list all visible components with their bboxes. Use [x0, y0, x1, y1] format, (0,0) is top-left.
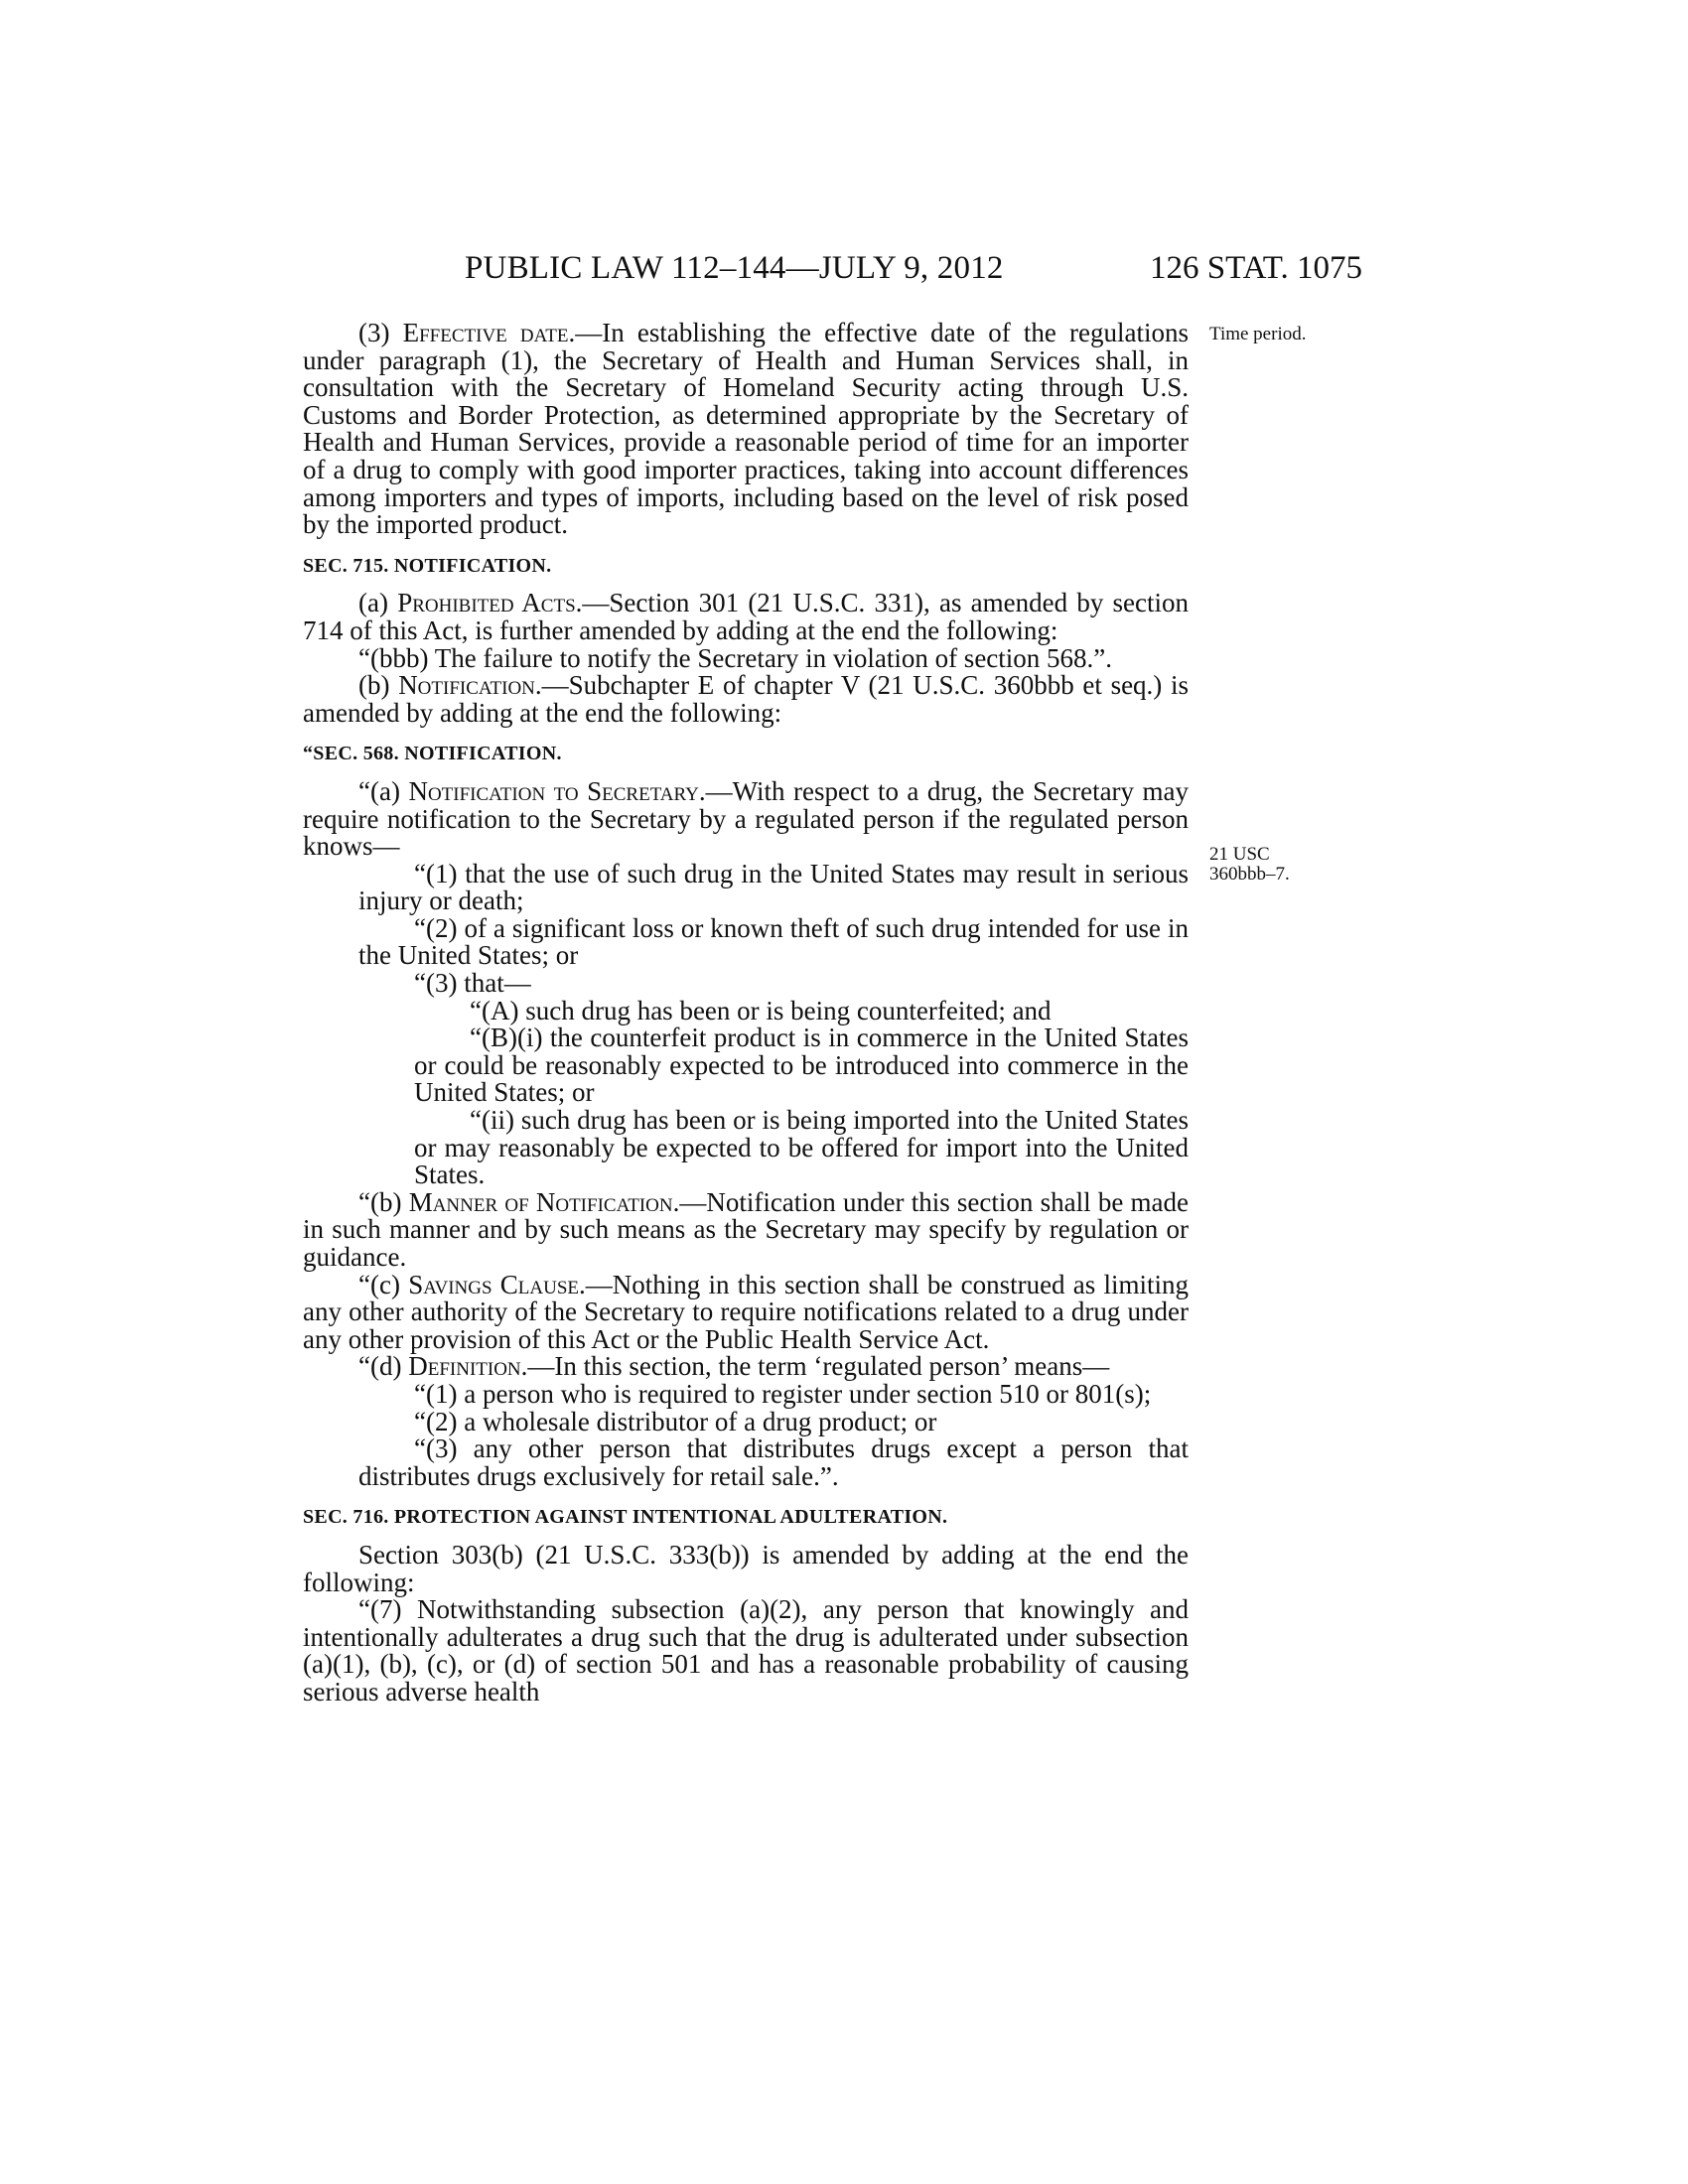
margin-note-usc-citation — [1209, 845, 1290, 885]
paragraph-text: .—In establishing the effective date of the regulations under paragraph (1), the Secretary of Health and Human Services shall, in consultation with the Secretary of Homeland Security acting through U.S. Customs and Border Protection, as determined appropriate by the Secretary of Health and Human Services, provide a reasonable period of time for an importer of a drug to comply with good importer practices, taking into account differences among importers and types of imports, including based on the level of risk posed by the imported product. — [303, 318, 1189, 540]
paragraph-568-a — [303, 775, 1190, 862]
paragraph-heading: Manner of Notification — [408, 1186, 673, 1217]
paragraph-notification — [303, 672, 1189, 727]
paragraph-716-7: “(7) Notwithstanding subsection (a)(2), any person that knowingly and intentionally adulterates a drug such that the drug is adulterated under subsection (a)(1), (b), (c), or (d) of section 501 and has a reasonable probability of causing serious adverse health — [303, 1594, 1189, 1706]
paragraph-heading: Notification — [398, 670, 535, 701]
paragraph-heading: Savings Clause — [408, 1269, 579, 1299]
paragraph-568-a-3-B-ii: “(ii) such drug has been or is being imported into the United States or may reasonably be expected to be offered for import into the United States. — [414, 1105, 1189, 1190]
document-body — [303, 320, 1189, 1706]
paragraph-heading: Notification to Secretary — [408, 775, 699, 806]
paragraph-568-c — [303, 1269, 1190, 1354]
paragraph-568-d-1: “(1) a person who is required to register under section 510 or 801(s); — [414, 1378, 1152, 1409]
paragraph-716-intro: Section 303(b) (21 U.S.C. 333(b)) is amended by adding at the end the following: — [303, 1539, 1189, 1597]
paragraph-heading: Effective date — [402, 318, 569, 347]
paragraph-label: (a) — [358, 588, 398, 618]
paragraph-568-a-2: “(2) of a significant loss or known theft of such drug intended for use in the United States; or — [358, 912, 1189, 971]
paragraph-568-d — [303, 1353, 1189, 1381]
margin-note-usc-line2: 360bbb–7. — [1209, 864, 1290, 885]
paragraph-heading: Prohibited Acts — [397, 588, 576, 618]
paragraph-effective-date — [303, 320, 1189, 539]
paragraph-text: .—Section 301 (21 U.S.C. 331), as amended by section 714 of this Act, is further amended by adding at the end the following: — [303, 588, 1190, 645]
paragraph-568-b — [303, 1186, 1189, 1272]
paragraph-label: “(b) — [358, 1186, 409, 1217]
section-568-heading: “SEC. 568. NOTIFICATION. — [303, 743, 562, 765]
paragraph-568-a-1: “(1) that the use of such drug in the United States may result in serious injury or death; — [358, 858, 1189, 916]
paragraph-label: “(a) — [358, 775, 409, 806]
paragraph-text: .—Notification under this section shall be made in such manner and by such means as the Secretary may specify by regulation or guidance. — [303, 1186, 1189, 1272]
margin-note-time-period: Time period. — [1209, 324, 1307, 344]
paragraph-heading: Definition — [408, 1351, 521, 1382]
paragraph-text: .—Nothing in this section shall be construed as limiting any other authority of the Secretary to require notifications related to a drug under any other provision of this Act or the Public Health Service Act. — [303, 1269, 1190, 1354]
running-header-title: PUBLIC LAW 112–144—JULY 9, 2012 — [465, 250, 1004, 286]
paragraph-568-a-3-B-i: “(B)(i) the counterfeit product is in commerce in the United States or could be reasonably expected to be introduced into commerce in the United States; or — [414, 1023, 1189, 1108]
paragraph-bbb: “(bbb) The failure to notify the Secretary in violation of section 568.”. — [358, 642, 1113, 673]
paragraph-text: .—Subchapter E of chapter V (21 U.S.C. 360bbb et seq.) is amended by adding at the end the following: — [303, 670, 1190, 728]
paragraph-text: .—In this section, the term ‘regulated person’ means— — [520, 1351, 1110, 1382]
margin-note-usc-line1: 21 USC — [1209, 844, 1270, 865]
paragraph-text: .—With respect to a drug, the Secretary may require notification to the Secretary by a regulated person if the regulated person knows— — [303, 775, 1190, 862]
paragraph-568-a-3-A: “(A) such drug has been or is being counterfeited; and — [470, 995, 1052, 1025]
section-716-heading: SEC. 716. PROTECTION AGAINST INTENTIONAL ADULTERATION. — [303, 1506, 948, 1529]
paragraph-568-d-2: “(2) a wholesale distributor of a drug product; or — [414, 1406, 937, 1436]
paragraph-568-a-3: “(3) that— — [414, 968, 531, 999]
paragraph-label: “(d) — [358, 1351, 409, 1382]
paragraph-568-d-3: “(3) any other person that distributes drugs except a person that distributes drugs exclusively for retail sale.”. — [358, 1433, 1189, 1491]
paragraph-label: (b) — [358, 670, 399, 701]
section-715-heading: SEC. 715. NOTIFICATION. — [303, 554, 552, 577]
paragraph-prohibited-acts — [303, 590, 1189, 644]
running-header-page-number: 126 STAT. 1075 — [1150, 250, 1363, 286]
paragraph-label: (3) — [358, 318, 403, 347]
paragraph-label: “(c) — [358, 1269, 409, 1299]
